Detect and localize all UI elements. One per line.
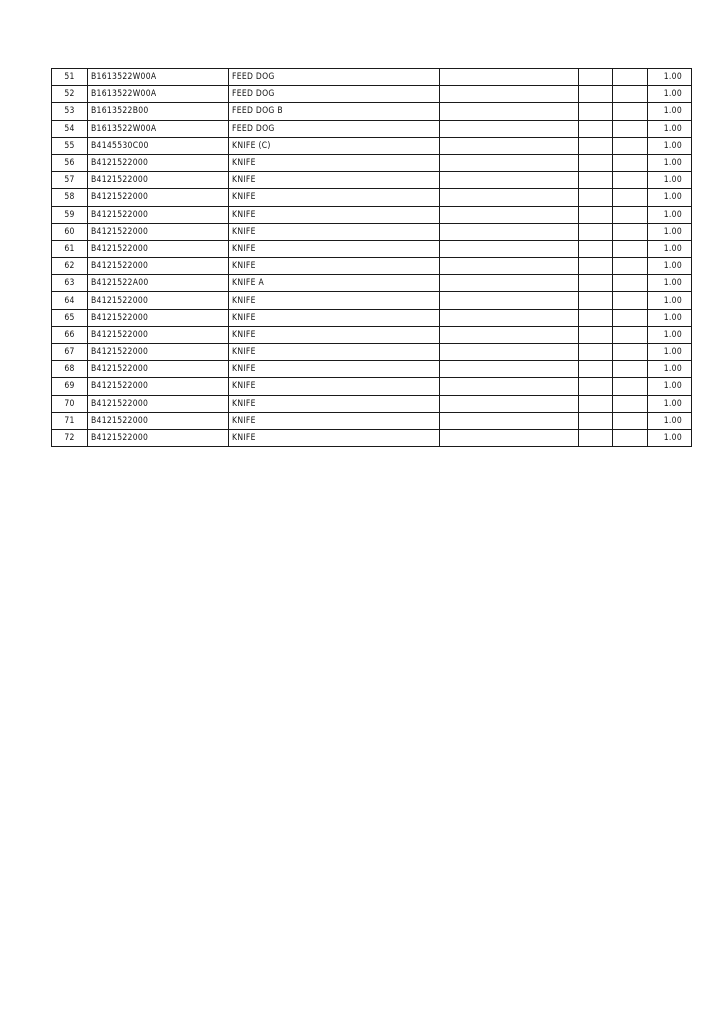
part-number: B1613522B00 <box>88 103 229 120</box>
part-description: FEED DOG <box>229 86 440 103</box>
part-number: B4121522000 <box>88 240 229 257</box>
empty-cell <box>613 275 648 292</box>
part-number: B4121522000 <box>88 206 229 223</box>
part-number: B4121522000 <box>88 292 229 309</box>
row-number: 65 <box>52 309 88 326</box>
quantity: 1.00 <box>648 326 692 343</box>
quantity: 1.00 <box>648 378 692 395</box>
row-number: 52 <box>52 86 88 103</box>
part-description: FEED DOG B <box>229 103 440 120</box>
quantity: 1.00 <box>648 361 692 378</box>
table-row <box>52 258 692 275</box>
empty-cell <box>440 344 579 361</box>
empty-cell <box>440 240 579 257</box>
table-row <box>52 154 692 171</box>
row-number: 66 <box>52 326 88 343</box>
part-number: B4121522000 <box>88 412 229 429</box>
part-number: B4121522000 <box>88 361 229 378</box>
empty-cell <box>579 292 613 309</box>
quantity: 1.00 <box>648 395 692 412</box>
empty-cell <box>440 154 579 171</box>
part-description: KNIFE <box>229 292 440 309</box>
empty-cell <box>440 326 579 343</box>
empty-cell <box>613 429 648 446</box>
quantity: 1.00 <box>648 206 692 223</box>
part-description: KNIFE <box>229 309 440 326</box>
quantity: 1.00 <box>648 275 692 292</box>
part-description: KNIFE A <box>229 275 440 292</box>
empty-cell <box>579 412 613 429</box>
part-description: KNIFE <box>229 172 440 189</box>
quantity: 1.00 <box>648 189 692 206</box>
table-row <box>52 292 692 309</box>
table-row <box>52 240 692 257</box>
empty-cell <box>579 429 613 446</box>
empty-cell <box>440 120 579 137</box>
empty-cell <box>440 137 579 154</box>
empty-cell <box>440 69 579 86</box>
empty-cell <box>579 344 613 361</box>
table-row <box>52 344 692 361</box>
empty-cell <box>579 258 613 275</box>
empty-cell <box>613 120 648 137</box>
quantity: 1.00 <box>648 137 692 154</box>
quantity: 1.00 <box>648 120 692 137</box>
part-number: B1613522W00A <box>88 86 229 103</box>
quantity: 1.00 <box>648 69 692 86</box>
empty-cell <box>613 344 648 361</box>
row-number: 54 <box>52 120 88 137</box>
part-number: B4121522000 <box>88 378 229 395</box>
part-number: B4121522000 <box>88 258 229 275</box>
empty-cell <box>440 361 579 378</box>
row-number: 71 <box>52 412 88 429</box>
empty-cell <box>579 223 613 240</box>
table-row <box>52 120 692 137</box>
row-number: 61 <box>52 240 88 257</box>
empty-cell <box>613 137 648 154</box>
table-row <box>52 378 692 395</box>
part-description: FEED DOG <box>229 120 440 137</box>
part-number: B4121522000 <box>88 172 229 189</box>
row-number: 70 <box>52 395 88 412</box>
empty-cell <box>613 240 648 257</box>
quantity: 1.00 <box>648 344 692 361</box>
quantity: 1.00 <box>648 240 692 257</box>
empty-cell <box>440 103 579 120</box>
part-description: FEED DOG <box>229 69 440 86</box>
row-number: 69 <box>52 378 88 395</box>
part-description: KNIFE <box>229 429 440 446</box>
empty-cell <box>613 258 648 275</box>
table-row <box>52 361 692 378</box>
empty-cell <box>613 189 648 206</box>
table-row <box>52 326 692 343</box>
table-row <box>52 189 692 206</box>
empty-cell <box>579 378 613 395</box>
table-row <box>52 412 692 429</box>
part-number: B4121522000 <box>88 189 229 206</box>
part-description: KNIFE <box>229 412 440 429</box>
part-description: KNIFE <box>229 206 440 223</box>
parts-list-body <box>52 69 692 447</box>
quantity: 1.00 <box>648 412 692 429</box>
part-number: B4121522000 <box>88 395 229 412</box>
row-number: 68 <box>52 361 88 378</box>
row-number: 57 <box>52 172 88 189</box>
empty-cell <box>613 292 648 309</box>
empty-cell <box>579 361 613 378</box>
empty-cell <box>613 309 648 326</box>
empty-cell <box>579 206 613 223</box>
empty-cell <box>579 137 613 154</box>
part-number: B4121522000 <box>88 344 229 361</box>
empty-cell <box>440 223 579 240</box>
empty-cell <box>613 69 648 86</box>
empty-cell <box>613 172 648 189</box>
table-row <box>52 275 692 292</box>
row-number: 59 <box>52 206 88 223</box>
part-number: B4121522000 <box>88 326 229 343</box>
parts-list-table <box>51 68 692 447</box>
part-number: B4121522A00 <box>88 275 229 292</box>
table-row <box>52 206 692 223</box>
empty-cell <box>613 412 648 429</box>
empty-cell <box>613 361 648 378</box>
empty-cell <box>579 240 613 257</box>
quantity: 1.00 <box>648 429 692 446</box>
empty-cell <box>440 378 579 395</box>
empty-cell <box>440 189 579 206</box>
empty-cell <box>579 154 613 171</box>
part-number: B4121522000 <box>88 154 229 171</box>
part-description: KNIFE <box>229 240 440 257</box>
row-number: 55 <box>52 137 88 154</box>
empty-cell <box>440 292 579 309</box>
part-description: KNIFE <box>229 223 440 240</box>
quantity: 1.00 <box>648 154 692 171</box>
table-row <box>52 223 692 240</box>
empty-cell <box>579 120 613 137</box>
empty-cell <box>440 395 579 412</box>
empty-cell <box>613 154 648 171</box>
part-number: B4121522000 <box>88 309 229 326</box>
empty-cell <box>440 309 579 326</box>
table-row <box>52 137 692 154</box>
empty-cell <box>440 86 579 103</box>
empty-cell <box>440 429 579 446</box>
empty-cell <box>613 223 648 240</box>
empty-cell <box>579 103 613 120</box>
part-description: KNIFE <box>229 395 440 412</box>
empty-cell <box>579 309 613 326</box>
row-number: 58 <box>52 189 88 206</box>
row-number: 53 <box>52 103 88 120</box>
table-row <box>52 69 692 86</box>
quantity: 1.00 <box>648 172 692 189</box>
part-description: KNIFE <box>229 154 440 171</box>
table-row <box>52 395 692 412</box>
empty-cell <box>579 69 613 86</box>
part-description: KNIFE <box>229 189 440 206</box>
empty-cell <box>440 206 579 223</box>
quantity: 1.00 <box>648 223 692 240</box>
part-number: B4145530C00 <box>88 137 229 154</box>
quantity: 1.00 <box>648 86 692 103</box>
quantity: 1.00 <box>648 258 692 275</box>
empty-cell <box>579 326 613 343</box>
part-description: KNIFE <box>229 361 440 378</box>
part-description: KNIFE <box>229 326 440 343</box>
empty-cell <box>440 258 579 275</box>
row-number: 72 <box>52 429 88 446</box>
empty-cell <box>579 189 613 206</box>
empty-cell <box>579 275 613 292</box>
table-row <box>52 103 692 120</box>
part-number: B1613522W00A <box>88 120 229 137</box>
empty-cell <box>613 326 648 343</box>
empty-cell <box>613 395 648 412</box>
empty-cell <box>579 172 613 189</box>
quantity: 1.00 <box>648 103 692 120</box>
row-number: 67 <box>52 344 88 361</box>
row-number: 51 <box>52 69 88 86</box>
table-row <box>52 309 692 326</box>
quantity: 1.00 <box>648 309 692 326</box>
empty-cell <box>579 86 613 103</box>
table-row <box>52 429 692 446</box>
part-description: KNIFE <box>229 344 440 361</box>
row-number: 56 <box>52 154 88 171</box>
table-row <box>52 86 692 103</box>
empty-cell <box>579 395 613 412</box>
part-number: B4121522000 <box>88 223 229 240</box>
empty-cell <box>613 378 648 395</box>
empty-cell <box>613 206 648 223</box>
part-description: KNIFE <box>229 378 440 395</box>
empty-cell <box>613 103 648 120</box>
empty-cell <box>613 86 648 103</box>
part-number: B4121522000 <box>88 429 229 446</box>
empty-cell <box>440 172 579 189</box>
row-number: 64 <box>52 292 88 309</box>
row-number: 60 <box>52 223 88 240</box>
part-description: KNIFE (C) <box>229 137 440 154</box>
quantity: 1.00 <box>648 292 692 309</box>
empty-cell <box>440 412 579 429</box>
part-description: KNIFE <box>229 258 440 275</box>
row-number: 63 <box>52 275 88 292</box>
empty-cell <box>440 275 579 292</box>
part-number: B1613522W00A <box>88 69 229 86</box>
row-number: 62 <box>52 258 88 275</box>
table-row <box>52 172 692 189</box>
